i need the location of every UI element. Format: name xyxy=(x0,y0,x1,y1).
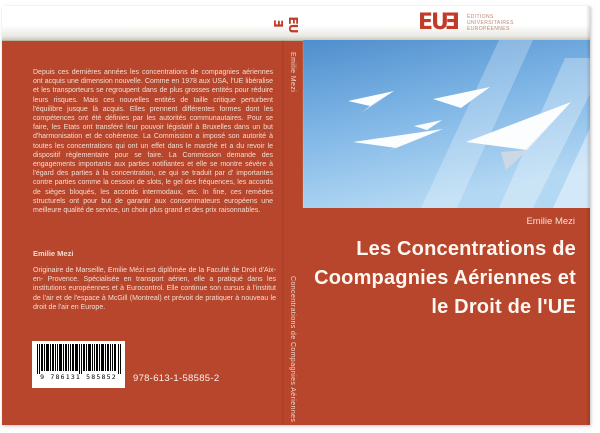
logo-letters-eu: EU xyxy=(418,10,447,35)
isbn-number: 978-613-1-58585-2 xyxy=(133,373,220,384)
barcode-icon xyxy=(37,344,121,374)
logo-letters-eu: EU xyxy=(286,16,300,33)
front-title-line: Coompagnies Aériennes et xyxy=(314,267,576,289)
publisher-name-line: ÉDITIONS xyxy=(466,14,494,20)
paper-planes-image xyxy=(303,40,590,208)
publisher-logo-letters xyxy=(418,11,460,35)
spine-fold-line xyxy=(302,40,304,208)
spine-author: Emilie Mezi xyxy=(289,52,296,93)
front-title xyxy=(276,235,576,322)
barcode-label xyxy=(32,341,125,388)
front-title-line: Les Concentrations de xyxy=(356,238,576,260)
author-bio-heading: Emilie Mezi xyxy=(33,249,74,258)
cover-edge-shadow xyxy=(586,6,590,425)
front-author: Emilie Mezi xyxy=(526,216,575,227)
logo-letter-mirrored-e: E xyxy=(271,20,285,28)
spine-title: Concentrations de Compagnies Aériennes xyxy=(289,276,296,423)
back-synopsis-text: Depuis ces dernières années les concentrations de compagnies aériennes ont acquis une dimension nouvelle. Comme en 1978 aux USA, l'UE libéralise et les transporteurs se regroupent dans de plus grosses entités pour réduire leurs risques. Mais ces nouvelles entités de taille critique perturbent l'équilibre jusque là acquis. Elles prennent différentes formes dont les compétences ont été définies par les autorités communautaires. Pour se faire, les Etats ont transféré leur pouvoir législatif à Bruxelles dans un but d'harmonisation et de cohérence. La Commission a imposé son autorité à toutes les concentrations qui ont un effet dans le marché et a du revoir le dispositif règlementaire pour se faire. La Commission demande des engagements importants aux parties notifiantes et elle se montre sévère à l'égard des parties à la concentration, ce qui se traduit par d' importantes contre parties comme la cession de slots, le gel des fréquences, les accords de sièges bloqués, les accords intermodaux, etc. In fine, ces remèdes structurels ont pour but de garantir aux consommateurs européens une meilleure qualité de service, un choix plus grand et des prix raisonnables. xyxy=(33,69,273,215)
book-cover xyxy=(2,6,590,425)
spine-fold-line xyxy=(282,40,284,425)
publisher-name-line: EUROPÉENNES xyxy=(466,26,510,33)
front-title-line: le Droit de l'UE xyxy=(431,296,576,318)
publisher-name-line: UNIVERSITAIRES xyxy=(466,20,514,27)
barcode-digits: 9 786131 585852 xyxy=(40,373,117,381)
logo-letter-mirrored-e: E xyxy=(446,10,460,35)
publisher-name xyxy=(467,11,514,33)
publisher-logo-spine xyxy=(271,16,301,33)
cover-sky-illustration xyxy=(303,40,590,208)
author-bio-text: Originaire de Marseille, Emilie Mézi est diplômée de la Faculté de Droit d'Aix-en- Provence. Spécialisée en transport aérien, elle a pratiqué dans les institutions européennes et à Eurocontrol. Elle continue son cursus à l'institut de l'air et de l'espace à McGill (Montreal) et prévoit de pratiquer à nouveau le droit de l'air en Europe. xyxy=(33,267,276,311)
publisher-logo xyxy=(418,11,514,35)
